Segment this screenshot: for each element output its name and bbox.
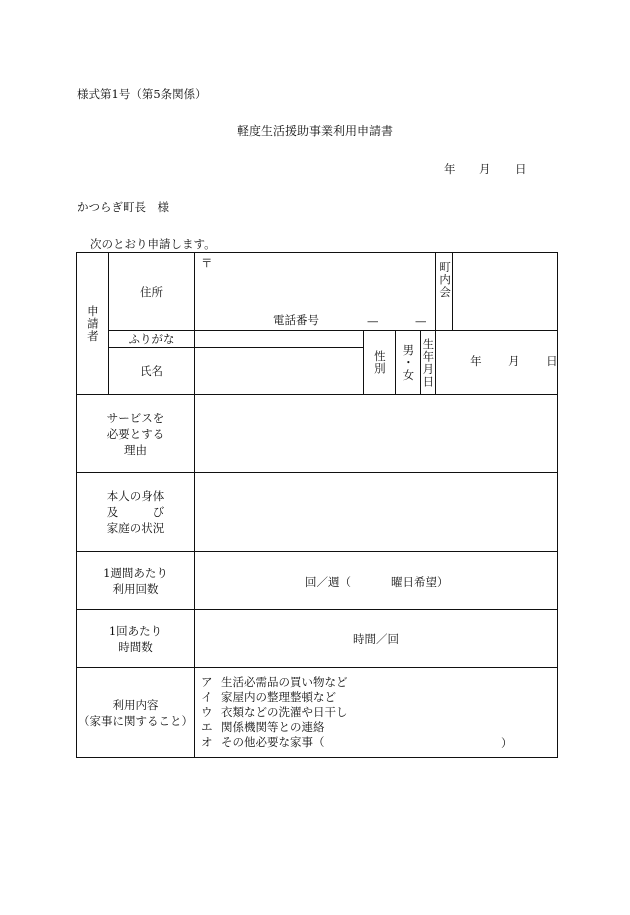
usage-other-close: ） bbox=[501, 736, 513, 750]
situation-field[interactable] bbox=[195, 473, 558, 552]
usage-item[interactable]: ウ 衣類などの洗濯や日干し bbox=[201, 705, 348, 719]
birth-date-field[interactable] bbox=[436, 331, 558, 395]
name-label: 氏名 bbox=[109, 348, 195, 395]
reason-field[interactable] bbox=[195, 395, 558, 473]
birth-year-label: 年 bbox=[470, 354, 482, 368]
weekly-count-field[interactable] bbox=[195, 552, 558, 610]
hours-per-visit-field[interactable]: 時間／回 bbox=[195, 610, 558, 668]
phone-label: 電話番号 bbox=[273, 313, 319, 327]
situation-label: 本人の身体 及 び 家庭の状況 bbox=[77, 473, 195, 552]
furigana-label: ふりがな bbox=[109, 331, 195, 348]
usage-item[interactable]: イ 家屋内の整理整頓など bbox=[201, 690, 336, 704]
sex-label: 性別 bbox=[364, 331, 396, 395]
applicant-group-label: 申請者 bbox=[77, 253, 109, 395]
reason-label: サービスを 必要とする 理由 bbox=[77, 395, 195, 473]
usage-content-label: 利用内容 （家事に関すること） bbox=[77, 668, 195, 758]
form-number: 様式第1号（第5条関係） bbox=[77, 87, 207, 101]
usage-item[interactable]: エ 関係機関等との連絡 bbox=[201, 720, 325, 734]
date-day-label: 日 bbox=[515, 162, 527, 176]
town-assoc-field[interactable] bbox=[453, 253, 558, 331]
form-title: 軽度生活援助事業利用申請書 bbox=[236, 124, 393, 138]
address-field[interactable] bbox=[195, 253, 436, 331]
hours-per-visit-label: 1回あたり 時間数 bbox=[77, 610, 195, 668]
phone-dash-2: — bbox=[415, 314, 427, 328]
date-month-label: 月 bbox=[479, 162, 491, 176]
phone-dash-1: — bbox=[367, 314, 379, 328]
town-assoc-label: 町内会 bbox=[436, 253, 453, 331]
addressee: かつらぎ町長 様 bbox=[77, 200, 169, 214]
birth-day-label: 日 bbox=[546, 354, 558, 368]
date-year-label: 年 bbox=[444, 162, 456, 176]
sex-options[interactable]: 男・女 bbox=[396, 331, 421, 395]
address-label: 住所 bbox=[109, 253, 195, 331]
weekly-count-label: 1週間あたり 利用回数 bbox=[77, 552, 195, 610]
usage-item[interactable]: ア 生活必需品の買い物など bbox=[201, 675, 348, 689]
furigana-field[interactable] bbox=[195, 331, 364, 348]
weekly-day-preference: 曜日希望） bbox=[391, 575, 449, 589]
birth-label: 生年月日 bbox=[421, 331, 436, 395]
birth-month-label: 月 bbox=[508, 354, 520, 368]
name-field[interactable] bbox=[195, 348, 364, 395]
application-form-table bbox=[76, 252, 558, 758]
usage-content-field[interactable] bbox=[195, 668, 558, 758]
weekly-count-unit: 回／週（ bbox=[305, 575, 351, 589]
usage-item[interactable]: オ その他必要な家事（ bbox=[201, 735, 325, 749]
intro-text: 次のとおり申請します。 bbox=[90, 237, 216, 251]
postal-mark: 〒 bbox=[201, 256, 213, 270]
